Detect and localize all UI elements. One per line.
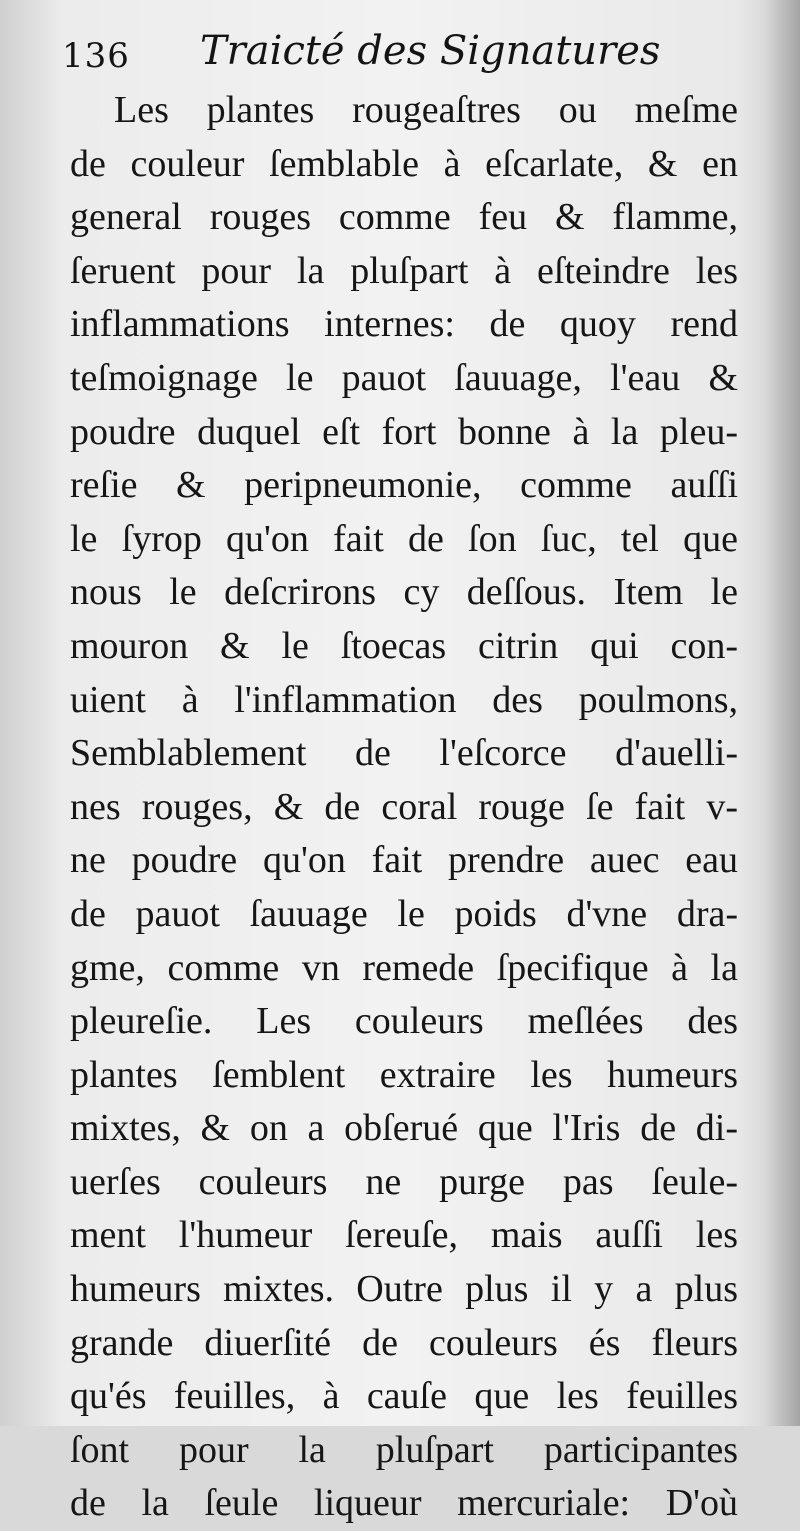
text-line: humeurs mixtes. Outre plus il y a plus bbox=[70, 1268, 738, 1311]
text-line: qu'és feuilles, à cauſe que les feuilles bbox=[70, 1375, 738, 1418]
text-line: nes rouges, & de coral rouge ſe fait v- bbox=[70, 785, 738, 828]
text-line: grande diuerſité de couleurs és fleurs bbox=[70, 1321, 738, 1364]
text-line: uient à l'inflammation des poulmons, bbox=[70, 678, 738, 721]
text-line: inflammations internes: de quoy rend bbox=[70, 303, 738, 346]
text-line: de couleur ſemblable à eſcarlate, & en bbox=[70, 142, 738, 185]
text-line: general rouges comme feu & flamme, bbox=[70, 196, 738, 239]
text-line: poudre duquel eſt fort bonne à la pleu- bbox=[70, 410, 738, 453]
text-line: reſie & peripneumonie, comme auſſi bbox=[70, 464, 738, 507]
text-line: uerſes couleurs ne purge pas ſeule- bbox=[70, 1160, 738, 1203]
text-line: nous le deſcrirons cy deſſous. Item le bbox=[70, 571, 738, 614]
text-line: Les plantes rougeaſtres ou meſme bbox=[114, 89, 738, 131]
text-line: ſont pour la pluſpart participantes bbox=[70, 1428, 738, 1471]
text-line: de la ſeule liqueur mercuriale: D'où bbox=[70, 1482, 738, 1525]
body-text bbox=[70, 84, 738, 1531]
text-line: mixtes, & on a obſerué que l'Iris de di- bbox=[70, 1107, 738, 1150]
running-title: Traicté des Signatures bbox=[200, 28, 661, 74]
text-line: gme, comme vn remede ſpecifique à la bbox=[70, 946, 738, 989]
text-line: le ſyrop qu'on fait de ſon ſuc, tel que bbox=[70, 517, 738, 560]
text-line: ne poudre qu'on fait prendre auec eau bbox=[70, 839, 738, 882]
text-line: teſmoignage le pauot ſauuage, l'eau & bbox=[70, 356, 738, 399]
text-line: pleureſie. Les couleurs meſlées des bbox=[70, 1000, 738, 1043]
text-line: Semblablement de l'eſcorce d'auelli- bbox=[70, 732, 738, 775]
text-line: ſeruent pour la pluſpart à eſteindre les bbox=[70, 249, 738, 292]
page-number: 136 bbox=[62, 36, 130, 76]
text-line: ment l'humeur ſereuſe, mais auſſi les bbox=[70, 1214, 738, 1257]
text-line: de pauot ſauuage le poids d'vne dra- bbox=[70, 892, 738, 935]
text-line: plantes ſemblent extraire les humeurs bbox=[70, 1053, 738, 1096]
text-line: mouron & le ſtoecas citrin qui con- bbox=[70, 624, 738, 667]
page-header bbox=[62, 22, 742, 82]
